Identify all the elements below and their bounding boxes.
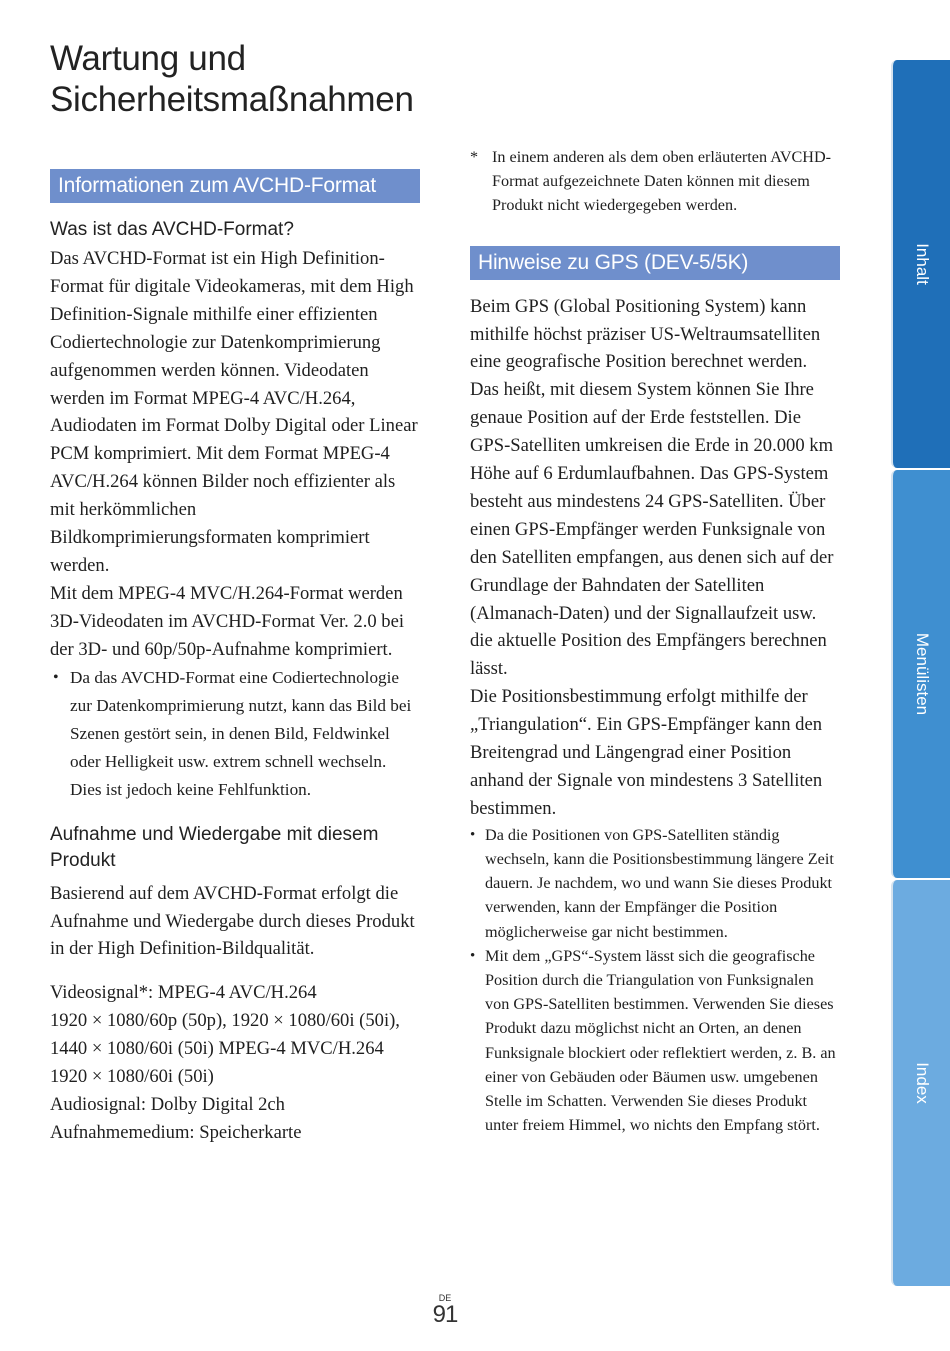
list-item [50,664,420,804]
section-title-avchd: Informationen zum AVCHD-Format [50,169,420,203]
tab-index[interactable] [891,880,950,1286]
subheading-avchd-format: Was ist das AVCHD-Format? [50,219,294,240]
bullet-text: Mit dem „GPS“-System lässt sich die geografische Position durch die Triangulation von Funksignalen von GPS-Satelliten bestimmen. Verwenden Sie dieses Produkt dazu möglichst nicht an Orten, an denen Funksignale blockiert oder reflektiert werden, z. B. an einer von Gebäuden oder Bäumen usw. umgebenen Stelle im Schatten. Verwenden Sie dieses Produkt unter freiem Himmel, wo nichts den Empfang stört. [485,946,836,1135]
footnote [470,145,840,218]
paragraph: Das AVCHD-Format ist ein High Definition-Format für digitale Videokameras, mit dem High Definition-Signale mithilfe einer effizienten Codiertechnologie zur Datenkomprimierung aufgenommen werden können. Videodaten werden im Format MPEG-4 AVC/H.264, Audiodaten im Format Dolby Digital oder Linear PCM komprimiert. Mit dem Format MPEG-4 AVC/H.264 können Bilder noch effizienter als mit herkömmlichen Bildkomprimierungsformaten komprimiert werden. [50,248,418,576]
footnote-text: In einem anderen als dem oben erläuterten AVCHD-Format aufgezeichnete Daten können mit diesem Produkt nicht wiedergegeben werden. [492,148,832,215]
tab-label: Inhalt [912,243,932,285]
tab-menulisten[interactable] [891,470,950,878]
tab-inhalt[interactable] [891,60,950,468]
side-nav-tabs [891,60,950,1286]
paragraph: Beim GPS (Global Positioning System) kann mithilfe höchst präziser US-Weltraumsatelliten eine geografische Position berechnet werden. Das heißt, mit diesem System können Sie Ihre genaue Position auf der Erde feststellen. Die GPS-Satelliten umkreisen die Erde in 20.000 km Höhe auf 6 Erdumlaufbahnen. Das GPS-System besteht aus mindestens 24 GPS-Satelliten. Über einen GPS-Empfänger werden Funksignale von den Satelliten empfangen, aus denen sich auf der Grundlage der Bahndaten der Satelliten (Almanach-Daten) und der Signallaufzeit usw. die aktuelle Position des Empfängers berechnen lässt. [470,295,834,680]
page-title: Wartung und Sicherheitsmaßnahmen [50,39,414,119]
section-title-gps: Hinweise zu GPS (DEV-5/5K) [470,246,840,280]
tab-label: Menülisten [912,632,932,716]
spec-line: 1920 × 1080/60p (50p), 1920 × 1080/60i (50i), [50,1010,400,1032]
bullet-text: Da die Positionen von GPS-Satelliten ständig wechseln, kann die Positionsbestimmung längere Zeit dauern. Je nachdem, wo und wann Sie dieses Produkt verwenden, kann der Empfänger die Position möglicherweise gar nicht bestimmen. [485,825,834,941]
bullet-icon: • [470,947,476,964]
paragraph: Die Positionsbestimmung erfolgt mithilfe der „Triangulation“. Ein GPS-Empfänger kann den Breitengrad und Längengrad einer Position anhand der Signale von mindestens 3 Satelliten bestimmen. [470,686,823,819]
language-code: DE [438,1293,452,1303]
asterisk-icon: * [470,148,479,166]
paragraph: Mit dem MPEG-4 MVC/H.264-Format werden 3D-Videodaten im AVCHD-Format Ver. 2.0 bei der 3D- und 60p/50p-Aufnahme komprimiert. [50,582,405,660]
bullet-icon: • [470,826,476,843]
page-number-value: 91 [432,1301,458,1328]
left-column [50,169,420,1147]
spec-line: 1440 × 1080/60i (50i) MPEG-4 MVC/H.264 [50,1038,384,1060]
bullet-text: Da das AVCHD-Format eine Codiertechnologie zur Datenkomprimierung nutzt, kann das Bild bei Szenen gestört sein, in denen Bild, Feldwinkel oder Helligkeit usw. extrem schnell wechseln. Dies ist jedoch keine Fehlfunktion. [70,667,412,799]
gps-description [470,293,840,823]
spec-line: Audiosignal: Dolby Digital 2ch [50,1093,285,1115]
subheading-recording-playback: Aufnahme und Wiedergabe mit diesem Produkt [50,823,379,871]
tab-label: Index [912,1062,932,1104]
spec-line: Aufnahmemedium: Speicherkarte [50,1121,302,1143]
spec-line: 1920 × 1080/60i (50i) [50,1066,214,1088]
right-column [470,145,840,1137]
spec-list [50,979,420,1146]
avchd-description [50,245,420,664]
spec-line: Videosignal*: MPEG-4 AVC/H.264 [50,982,317,1004]
page-number [425,1293,465,1327]
paragraph: Basierend auf dem AVCHD-Format erfolgt die Aufnahme und Wiedergabe durch dieses Produkt in der High Definition-Bildqualität. [50,882,415,960]
bullet-icon: • [53,668,59,686]
list-item [470,823,840,944]
list-item [470,944,840,1138]
